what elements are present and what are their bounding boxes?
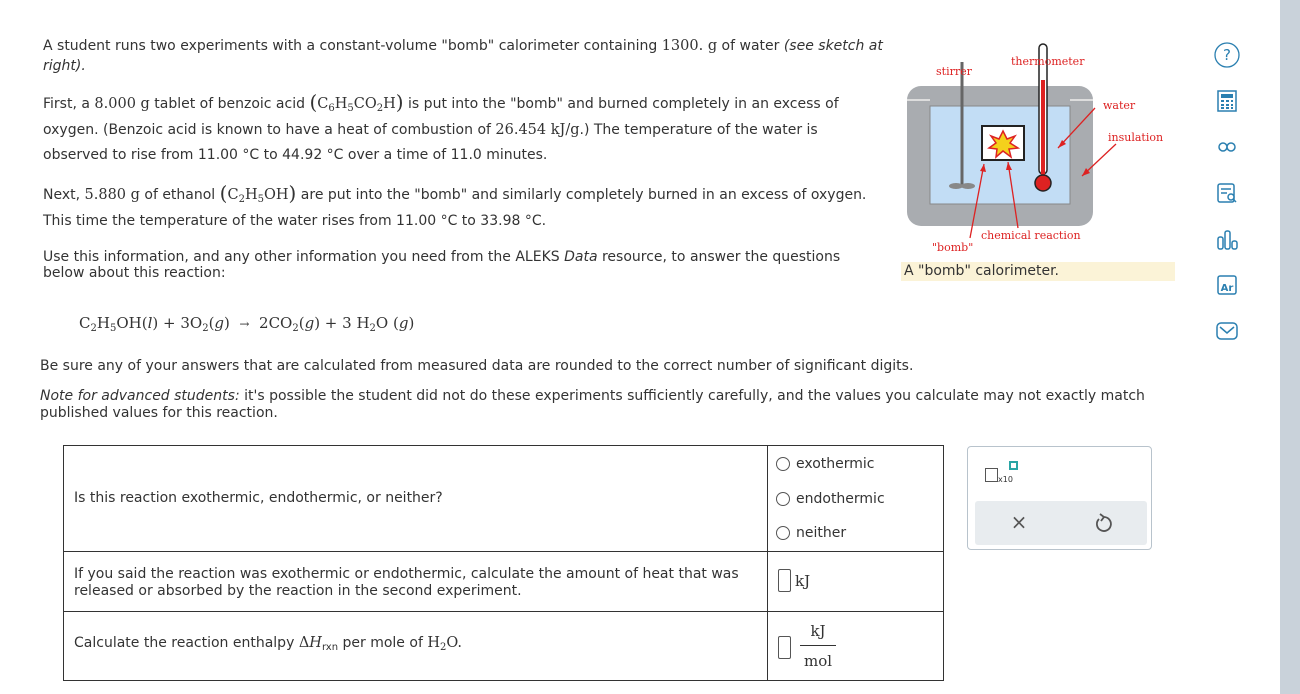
first-line-1: First, a 8.000 g tablet of benzoic acid $(C_6H_5CO_2H)$ is put into the "bomb" and burned completely in an excess of (43, 90, 839, 114)
enthalpy-answer-input[interactable] (778, 636, 791, 659)
insulation-label: insulation (1108, 131, 1164, 144)
use-line-2: below about this reaction: (43, 265, 226, 281)
enthalpy-unit: kJ mol (800, 622, 836, 670)
advanced-note-line-2: published values for this reaction. (40, 405, 278, 421)
scrollbar[interactable] (1280, 0, 1300, 694)
question-cell (64, 552, 768, 611)
table-row (64, 446, 943, 551)
question-2-text: If you said the reaction was exothermic or endothermic, calculate the amount of heat that was released or absorbed by the reaction in the second experiment. (74, 566, 739, 599)
chemical-reaction-label: chemical reaction (981, 229, 1081, 242)
svg-text:Ar: Ar (1220, 283, 1234, 294)
clear-icon[interactable]: × (1010, 510, 1028, 534)
exponent-box (1009, 461, 1018, 470)
table-row (64, 611, 943, 681)
intro-line-2: right). (43, 58, 86, 74)
undo-icon[interactable] (1093, 512, 1113, 534)
table-row (64, 551, 943, 611)
sigfig-note: Be sure any of your answers that are calculated from measured data are rounded to the correct number of significant digits. (40, 358, 914, 374)
calculator-icon[interactable] (1213, 87, 1241, 115)
data-icon[interactable] (1213, 179, 1241, 207)
radio-exothermic[interactable] (776, 457, 790, 471)
question-table (63, 445, 944, 681)
periodic-icon[interactable] (1213, 133, 1241, 161)
advanced-note-line-1: Note for advanced students: it's possible the student did not do these experiments sufficiently carefully, and the values you calculate may not exactly match (40, 388, 1145, 404)
question-cell (64, 446, 768, 551)
tools-action-bar (975, 501, 1147, 545)
use-line-1: Use this information, and any other information you need from the ALEKS Data resource, to answer the questions (43, 249, 841, 265)
first-line-3: observed to rise from 11.00 °C to 44.92 °C over a time of 11.0 minutes. (43, 147, 548, 163)
x10-label: x10 (998, 475, 1013, 484)
question-cell (64, 612, 768, 681)
question-1-text: Is this reaction exothermic, endothermic, or neither? (74, 490, 443, 506)
intro-line-1: A student runs two experiments with a constant-volume "bomb" calorimeter containing 1300. g of water (see sketch at (43, 38, 883, 54)
x10-template-button[interactable] (985, 468, 998, 482)
next-line-1: Next, 5.880 g of ethanol $(C_2H_5OH)$ are put into the "bomb" and similarly completely burned in an excess of oxygen. (43, 181, 867, 205)
question-3-text: Calculate the reaction enthalpy $\Delta H_{rxn}$ per mole of $H_2O$. (74, 635, 463, 653)
calorimeter-sketch (890, 40, 1180, 260)
heat-answer-input[interactable] (778, 569, 791, 592)
thermometer-label: thermometer (1011, 55, 1085, 68)
answer-tools-panel (967, 446, 1152, 550)
periodic-table-icon[interactable] (1213, 271, 1241, 299)
chart-icon[interactable] (1213, 225, 1241, 253)
water-label: water (1103, 99, 1136, 112)
option-endothermic[interactable]: endothermic (776, 491, 885, 507)
bomb-label: "bomb" (932, 241, 974, 254)
radio-neither[interactable] (776, 526, 790, 540)
help-icon[interactable] (1213, 41, 1241, 69)
svg-text:?: ? (1223, 46, 1231, 64)
first-line-2: oxygen. (Benzoic acid is known to have a heat of combustion of 26.454 kJ/g.) The temperature of the water is (43, 122, 818, 138)
next-line-2: This time the temperature of the water rises from 11.00 °C to 33.98 °C. (43, 213, 547, 229)
heat-unit: kJ (795, 572, 811, 590)
sketch-caption: A "bomb" calorimeter. (901, 262, 1175, 281)
mail-icon[interactable] (1213, 317, 1241, 345)
reaction-equation: $C_2H_5OH(l) + 3O_2(g) \to 2CO_2(g) + 3$ $H_2O$ (g) (79, 314, 415, 334)
option-neither[interactable]: neither (776, 525, 846, 541)
option-exothermic[interactable]: exothermic (776, 456, 875, 472)
radio-endothermic[interactable] (776, 492, 790, 506)
stirrer-label: stirrer (936, 65, 972, 78)
